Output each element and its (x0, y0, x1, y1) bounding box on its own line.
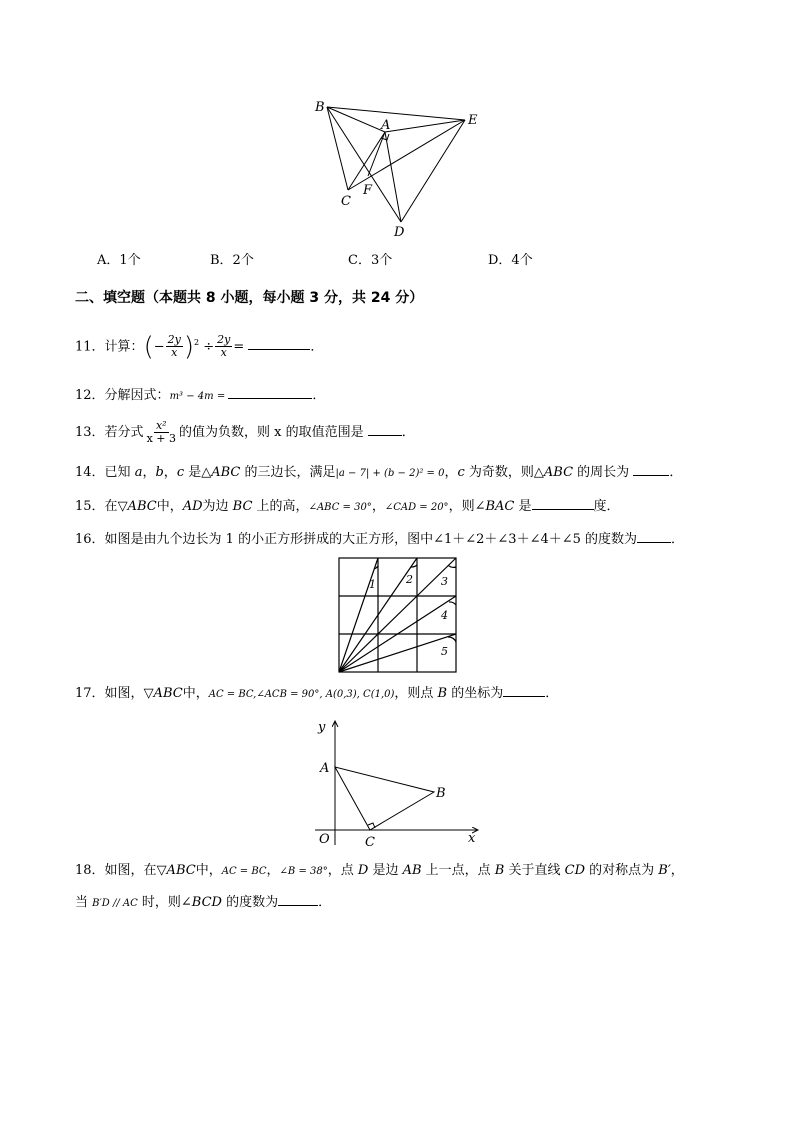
origin-label: O (319, 832, 330, 847)
question-14: 14．已知 a，b，c 是△ABC 的三边长，满足|a − 7| + (b − 2)² = 0，c 为奇数，则△ABC 的周长为 ． (75, 465, 683, 480)
point-b-label: B (436, 786, 446, 801)
question-18-line-2: 当 B′D // AC 时，则∠BCD 的度数为 ． (75, 895, 332, 910)
angle-1-label: 1 (369, 578, 376, 591)
choice-b[interactable]: B．2个 (210, 253, 254, 268)
axis-x-label: x (468, 831, 476, 846)
choice-a[interactable]: A．1个 (97, 253, 141, 268)
section-title: 二、填空题（本题共 8 小题，每小题 3 分，共 24 分） (75, 290, 424, 306)
angle-4-label: 4 (441, 609, 448, 622)
question-11: 11．计算：(− $\frac{2y}{x}$ )$^2$ ÷ $\frac{2y}{x}$ = ． (75, 331, 324, 362)
angle-2-label: 2 (406, 573, 413, 586)
answer-blank-16[interactable] (637, 530, 671, 543)
answer-blank-13[interactable] (368, 423, 402, 436)
answer-blank-14[interactable] (633, 463, 669, 476)
answer-blank-18[interactable] (278, 893, 318, 906)
label-e: E (468, 113, 478, 128)
answer-blank-11[interactable] (248, 337, 310, 350)
question-17: 17．如图，▽ABC中，AC = BC,∠ACB = 90°, A(0,3), C(1,0)，则点 B 的坐标为 ． (75, 686, 559, 701)
answer-blank-15[interactable] (532, 497, 594, 510)
answer-blank-17[interactable] (503, 684, 545, 697)
point-a-label: A (320, 761, 330, 776)
choice-c[interactable]: C．3个 (348, 253, 393, 268)
point-c-label: C (365, 835, 375, 850)
question-12: 12．分解因式：m³ − 4m = ． (75, 388, 326, 403)
grid-figure (334, 555, 460, 677)
answer-blank-12[interactable] (228, 386, 312, 399)
question-16: 16．如图是由九个边长为 1 的小正方形拼成的大正方形，图中∠1＋∠2＋∠3＋∠4＋∠5 的度数为 ． (75, 532, 685, 547)
label-f: F (363, 183, 373, 198)
choice-d[interactable]: D．4个 (488, 253, 533, 268)
label-c: C (341, 194, 351, 209)
triangle-figure-1 (305, 92, 495, 242)
coordinate-figure (310, 715, 485, 850)
angle-5-label: 5 (441, 645, 448, 658)
question-13: 13．若分式 $\frac{\text{x²}}{x + 3}$ 的值为负数，则 x 的取值范围是 ． (75, 419, 415, 445)
question-18-line-1: 18．如图，在▽ABC中，AC = BC，∠B = 38°，点 D 是边 AB 上一点，点 B 关于直线 CD 的对称点为 B′， (75, 863, 684, 878)
angle-3-label: 3 (441, 575, 448, 588)
axis-y-label: y (318, 720, 326, 735)
question-15: 15．在▽ABC中，AD为边 BC 上的高，∠ABC = 30°，∠CAD = 20°，则∠BAC 是 度． (75, 499, 620, 514)
label-b: B (315, 100, 325, 115)
label-a: A (381, 118, 391, 133)
label-d: D (394, 225, 405, 240)
